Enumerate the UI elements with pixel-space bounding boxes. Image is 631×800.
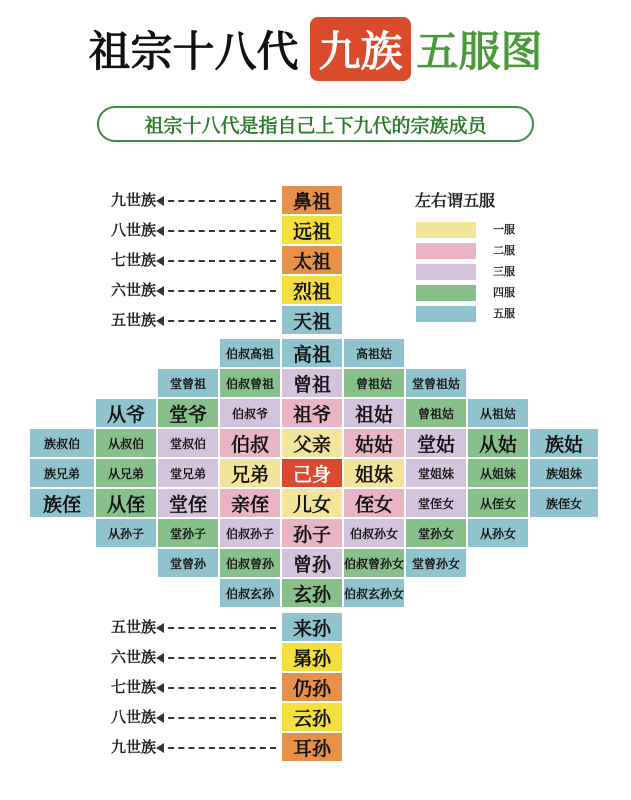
descendant-label: 七世族 [110, 678, 156, 696]
legend-label-5: 五服 [493, 307, 515, 320]
legend-swatch-2 [416, 243, 476, 259]
grid-cell: 伯叔高祖 [219, 338, 281, 368]
grid-cell: 从姐妹 [467, 458, 529, 488]
dashed-arrow [158, 687, 276, 691]
grid-cell: 堂侄 [157, 488, 219, 518]
grid-cell: 兄弟 [219, 458, 281, 488]
grid-cell: 伯叔玄孙女 [343, 578, 405, 608]
legend-label-1: 一服 [493, 223, 515, 236]
arrow-head-icon [156, 286, 164, 296]
grid-cell-self: 己身 [281, 458, 343, 488]
grid-cell: 从兄弟 [95, 458, 157, 488]
dashed-arrow [158, 200, 276, 204]
descendant-cell: 耳孙 [281, 732, 343, 762]
ancestor-label: 九世族 [110, 191, 156, 209]
dashed-arrow [158, 717, 276, 721]
arrow-head-icon [156, 743, 164, 753]
grid-cell: 堂兄弟 [157, 458, 219, 488]
grid-cell: 从孙女 [467, 518, 529, 548]
arrow-head-icon [156, 256, 164, 266]
grid-cell: 堂爷 [157, 398, 219, 428]
grid-cell: 曾祖姑 [405, 398, 467, 428]
grid-cell: 族兄弟 [29, 458, 95, 488]
grid-cell: 祖姑 [343, 398, 405, 428]
dashed-arrow [158, 627, 276, 631]
dashed-arrow [158, 260, 276, 264]
descendant-label: 五世族 [110, 618, 156, 636]
grid-cell: 堂曾祖姑 [405, 368, 467, 398]
ancestor-cell: 太祖 [281, 245, 343, 275]
descendant-cell: 来孙 [281, 612, 343, 642]
arrow-head-icon [156, 316, 164, 326]
grid-cell: 堂孙女 [405, 518, 467, 548]
dashed-arrow [158, 290, 276, 294]
grid-cell: 族姐妹 [529, 458, 599, 488]
legend-swatch-4 [416, 285, 476, 301]
descendant-cell: 晜孙 [281, 642, 343, 672]
descendant-label: 八世族 [110, 708, 156, 726]
legend-swatch-5 [416, 306, 476, 322]
title-part-nine-clans: 九族 [310, 17, 410, 81]
ancestor-label: 七世族 [110, 251, 156, 269]
grid-cell: 族侄 [29, 488, 95, 518]
grid-cell: 高祖 [281, 338, 343, 368]
legend-label-4: 四服 [493, 286, 515, 299]
ancestor-label: 五世族 [110, 311, 156, 329]
grid-cell: 伯叔孙女 [343, 518, 405, 548]
grid-cell: 曾祖姑 [343, 368, 405, 398]
grid-cell: 堂曾孙 [157, 548, 219, 578]
grid-cell: 从孙子 [95, 518, 157, 548]
title-part-five-mourning: 五服图 [416, 27, 543, 76]
grid-cell: 伯叔 [219, 428, 281, 458]
ancestor-label: 六世族 [110, 281, 156, 299]
grid-cell: 姑姑 [343, 428, 405, 458]
title-part-ancestors: 祖宗十八代 [88, 27, 299, 76]
grid-cell: 父亲 [281, 428, 343, 458]
grid-cell: 伯叔玄孙 [219, 578, 281, 608]
grid-cell: 从姑 [467, 428, 529, 458]
subtitle-banner: 祖宗十八代是指自己上下九代的宗族成员 [97, 106, 534, 142]
legend-label-2: 二服 [493, 244, 515, 257]
dashed-arrow [158, 747, 276, 751]
grid-cell: 曾孙 [281, 548, 343, 578]
grid-cell: 族叔伯 [29, 428, 95, 458]
ancestor-label: 八世族 [110, 221, 156, 239]
grid-cell: 堂姐妹 [405, 458, 467, 488]
arrow-head-icon [156, 683, 164, 693]
grid-cell: 曾祖 [281, 368, 343, 398]
grid-cell: 伯叔曾祖 [219, 368, 281, 398]
dashed-arrow [158, 230, 276, 234]
ancestor-cell: 烈祖 [281, 275, 343, 305]
grid-cell: 伯叔爷 [219, 398, 281, 428]
grid-cell: 祖爷 [281, 398, 343, 428]
grid-cell: 从祖姑 [467, 398, 529, 428]
grid-cell: 孙子 [281, 518, 343, 548]
ancestor-cell: 鼻祖 [281, 185, 343, 215]
grid-cell: 从叔伯 [95, 428, 157, 458]
grid-cell: 族侄女 [529, 488, 599, 518]
arrow-head-icon [156, 713, 164, 723]
legend-label-3: 三服 [493, 265, 515, 278]
descendant-label: 九世族 [110, 738, 156, 756]
arrow-head-icon [156, 226, 164, 236]
grid-cell: 堂叔伯 [157, 428, 219, 458]
descendant-cell: 云孙 [281, 702, 343, 732]
arrow-head-icon [156, 623, 164, 633]
grid-cell: 从侄 [95, 488, 157, 518]
grid-cell: 从爷 [95, 398, 157, 428]
grid-cell: 堂姑 [405, 428, 467, 458]
grid-cell: 伯叔孙子 [219, 518, 281, 548]
grid-cell: 从侄女 [467, 488, 529, 518]
legend-swatch-3 [416, 264, 476, 280]
grid-cell: 姐妹 [343, 458, 405, 488]
legend-title: 左右谓五服 [415, 191, 496, 210]
arrow-head-icon [156, 196, 164, 206]
grid-cell: 玄孙 [281, 578, 343, 608]
grid-cell: 堂曾孙女 [405, 548, 467, 578]
grid-cell: 儿女 [281, 488, 343, 518]
grid-cell: 伯叔曾孙 [219, 548, 281, 578]
ancestor-cell: 远祖 [281, 215, 343, 245]
grid-cell: 高祖姑 [343, 338, 405, 368]
page-title [0, 14, 631, 84]
arrow-head-icon [156, 653, 164, 663]
grid-cell: 亲侄 [219, 488, 281, 518]
grid-cell: 伯叔曾孙女 [343, 548, 405, 578]
descendant-cell: 仍孙 [281, 672, 343, 702]
grid-cell: 堂曾祖 [157, 368, 219, 398]
grid-cell: 堂侄女 [405, 488, 467, 518]
legend-swatch-1 [416, 222, 476, 238]
grid-cell: 族姑 [529, 428, 599, 458]
ancestor-cell: 天祖 [281, 305, 343, 335]
grid-cell: 堂孙子 [157, 518, 219, 548]
descendant-label: 六世族 [110, 648, 156, 666]
dashed-arrow [158, 320, 276, 324]
grid-cell: 侄女 [343, 488, 405, 518]
dashed-arrow [158, 657, 276, 661]
